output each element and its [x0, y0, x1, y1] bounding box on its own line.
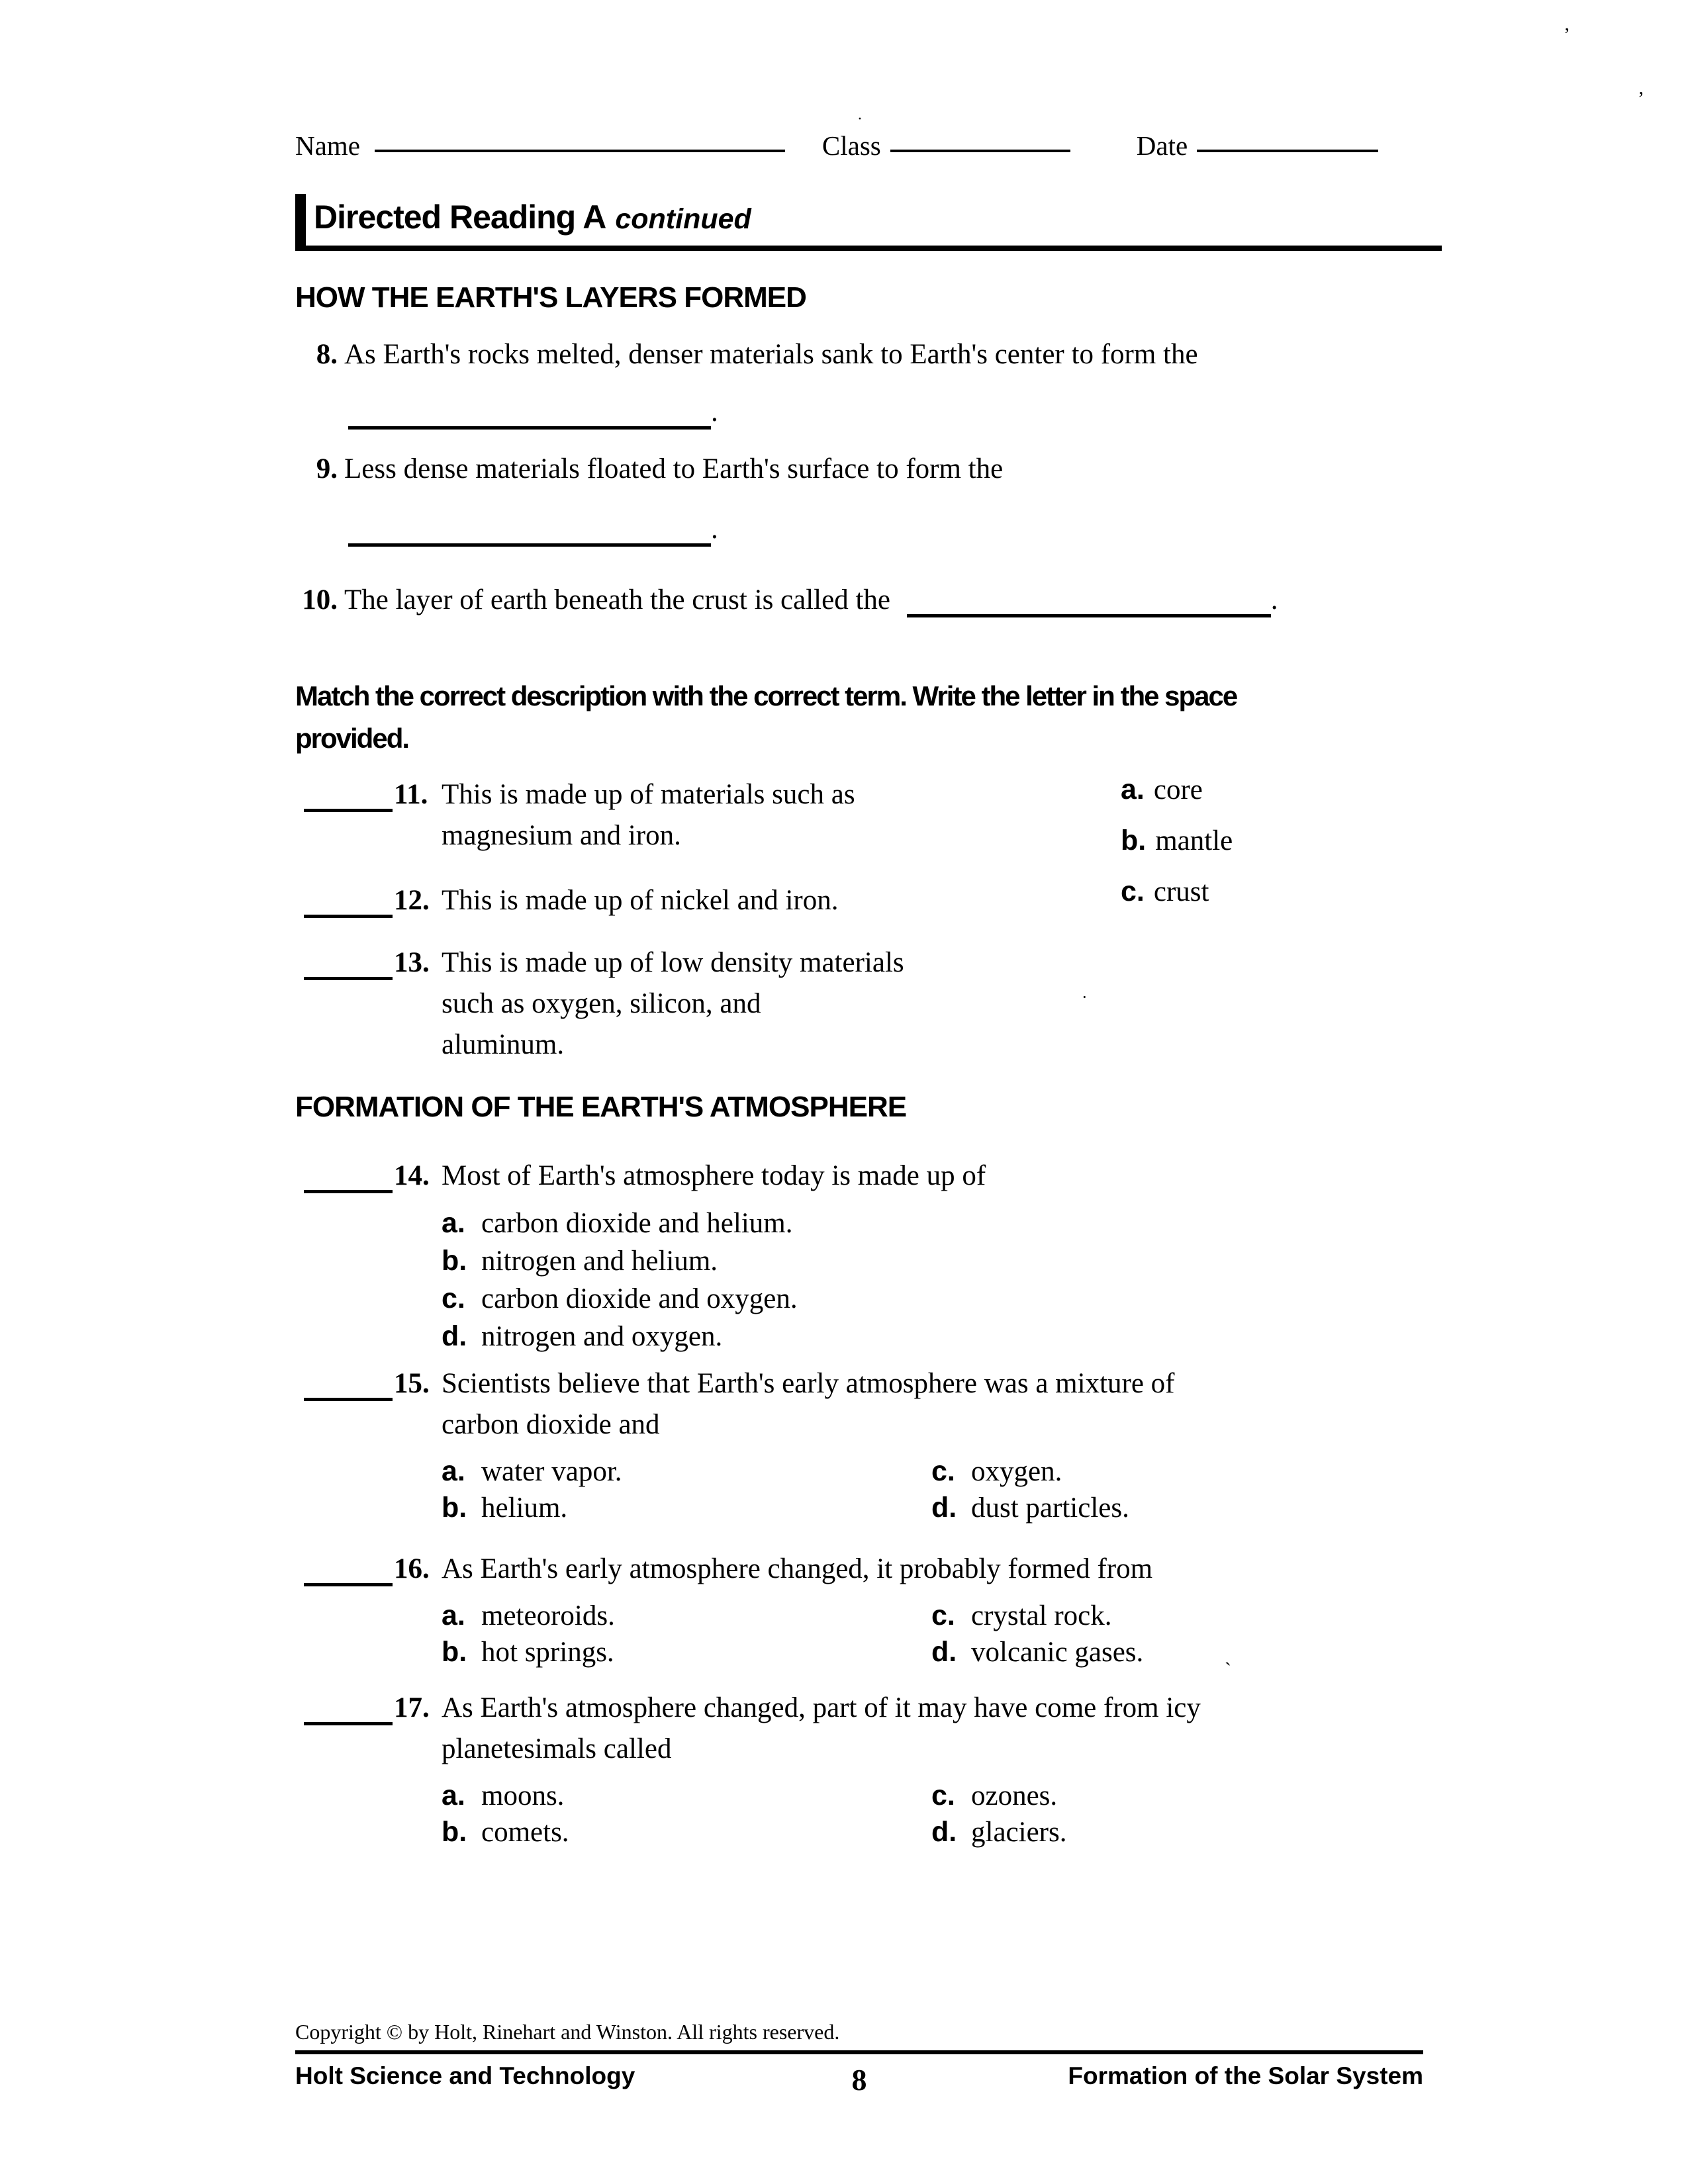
question-14-option-d-text: nitrogen and oxygen. — [481, 1321, 723, 1352]
question-17-option-d — [931, 1814, 1201, 1850]
question-14-head — [295, 1156, 986, 1197]
footer-right-text: Formation of the Solar System — [1068, 2062, 1423, 2089]
question-15-option-a-letter: a. — [442, 1455, 465, 1487]
question-11-line1: This is made up of materials such as — [442, 779, 855, 810]
question-17-option-b — [442, 1814, 931, 1850]
question-16-option-b — [442, 1634, 931, 1670]
section-heading-layers: HOW THE EARTH'S LAYERS FORMED — [295, 281, 806, 314]
question-13-line2: such as oxygen, silicon, and — [442, 988, 761, 1019]
question-9-answer-blank — [348, 515, 711, 547]
scan-artifact-4: · — [1082, 987, 1088, 1007]
question-17-option-b-text: comets. — [481, 1817, 569, 1848]
footer-row — [295, 2050, 1423, 2097]
question-12-line1: This is made up of nickel and iron. — [442, 885, 839, 916]
question-17-option-a-text: moons. — [481, 1780, 565, 1811]
question-16-option-b-letter: b. — [442, 1636, 467, 1668]
question-16-option-a — [442, 1598, 931, 1634]
question-14-options — [295, 1205, 986, 1355]
question-15-answer-blank — [304, 1369, 393, 1401]
name-class-date-row — [295, 130, 1423, 161]
question-16 — [295, 1549, 1152, 1670]
footer-left-text: Holt Science and Technology — [295, 2062, 635, 2089]
question-15-option-c-text: oxygen. — [971, 1456, 1062, 1487]
question-16-head — [295, 1549, 1152, 1590]
question-13-number: 13. — [394, 947, 430, 978]
scan-artifact-1: ’ — [1564, 24, 1570, 46]
question-17-option-b-letter: b. — [442, 1816, 467, 1848]
question-14 — [295, 1156, 986, 1355]
question-10-number: 10. — [302, 584, 338, 615]
question-16-option-d-letter: d. — [931, 1636, 957, 1668]
question-12-number: 12. — [394, 885, 430, 916]
term-c — [1121, 876, 1233, 907]
question-14-option-b-text: nitrogen and helium. — [481, 1246, 718, 1277]
term-b-text: mantle — [1155, 825, 1233, 856]
term-b — [1121, 825, 1233, 856]
question-14-option-a — [442, 1205, 986, 1242]
question-9 — [295, 449, 1460, 490]
question-16-option-c-letter: c. — [931, 1600, 955, 1631]
question-16-number: 16. — [394, 1553, 430, 1584]
question-16-option-c — [931, 1598, 1152, 1634]
question-16-option-d-text: volcanic gases. — [971, 1637, 1144, 1668]
matching-instructions — [295, 675, 1423, 760]
question-15-option-d-text: dust particles. — [971, 1492, 1129, 1524]
question-17-option-a-letter: a. — [442, 1780, 465, 1811]
question-13-text — [442, 942, 904, 1066]
question-15-option-d — [931, 1490, 1174, 1526]
question-8 — [295, 334, 1460, 375]
question-15-options-row1 — [442, 1453, 1174, 1490]
question-15-head — [295, 1363, 1174, 1445]
question-15-options-row2 — [442, 1490, 1174, 1526]
question-14-option-d-letter: d. — [442, 1320, 467, 1352]
question-12-answer-blank — [304, 886, 393, 918]
question-14-option-c-text: carbon dioxide and oxygen. — [481, 1283, 798, 1314]
question-17 — [295, 1688, 1201, 1850]
name-blank-line — [375, 130, 785, 152]
matching-terms — [1121, 774, 1233, 927]
term-c-letter: c. — [1121, 876, 1145, 907]
date-label: Date — [1136, 130, 1188, 161]
question-10-stem: The layer of earth beneath the crust is called the — [344, 584, 890, 615]
question-13 — [295, 942, 904, 1066]
question-15-option-c-letter: c. — [931, 1455, 955, 1487]
question-16-option-d — [931, 1634, 1152, 1670]
question-13-line3: aluminum. — [442, 1029, 565, 1060]
question-15-option-a — [442, 1453, 931, 1490]
question-14-option-b — [442, 1242, 986, 1280]
question-11-line2: magnesium and iron. — [442, 820, 681, 851]
question-15-option-c — [931, 1453, 1174, 1490]
question-14-answer-blank — [304, 1161, 393, 1193]
scan-artifact-5: ˏ — [1225, 1644, 1231, 1666]
question-9-period: . — [711, 514, 718, 545]
question-9-number: 9. — [316, 453, 338, 484]
class-blank-line — [890, 130, 1070, 152]
question-17-option-c — [931, 1778, 1201, 1814]
scan-artifact-3: · — [857, 111, 863, 128]
question-17-option-d-text: glaciers. — [971, 1817, 1067, 1848]
question-17-option-a — [442, 1778, 931, 1814]
question-17-head — [295, 1688, 1201, 1770]
question-15-options — [295, 1453, 1174, 1526]
question-14-stem: Most of Earth's atmosphere today is made up of — [442, 1160, 986, 1191]
question-15-stem-line2: carbon dioxide and — [442, 1409, 660, 1440]
question-17-option-c-text: ozones. — [971, 1780, 1058, 1811]
question-14-number: 14. — [394, 1160, 430, 1191]
term-a-letter: a. — [1121, 774, 1145, 805]
term-a-text: core — [1153, 774, 1203, 805]
term-a — [1121, 774, 1233, 805]
question-17-options-row2 — [442, 1814, 1201, 1850]
scan-artifact-2: ‚ — [1638, 77, 1644, 99]
question-15-stem — [442, 1363, 1174, 1445]
question-12-text — [442, 880, 838, 921]
question-11-number: 11. — [394, 779, 428, 810]
question-14-option-a-text: carbon dioxide and helium. — [481, 1208, 793, 1239]
question-16-option-a-letter: a. — [442, 1600, 465, 1631]
question-14-option-a-letter: a. — [442, 1207, 465, 1239]
question-17-stem-line1: As Earth's atmosphere changed, part of it may have come from icy — [442, 1692, 1201, 1723]
question-17-answer-blank — [304, 1694, 393, 1725]
matching-instructions-line2: provided. — [295, 723, 409, 754]
question-17-stem — [442, 1688, 1201, 1770]
question-15-stem-line1: Scientists believe that Earth's early atmosphere was a mixture of — [442, 1368, 1175, 1399]
worksheet-title: Directed Reading A — [314, 199, 606, 236]
question-11 — [295, 774, 855, 856]
worksheet-title-continued: continued — [615, 203, 751, 235]
question-17-option-c-letter: c. — [931, 1780, 955, 1811]
question-11-answer-blank — [304, 780, 393, 812]
question-17-number: 17. — [394, 1692, 430, 1723]
question-15 — [295, 1363, 1174, 1526]
class-label: Class — [821, 130, 881, 161]
question-17-stem-line2: planetesimals called — [442, 1733, 672, 1764]
question-14-option-c-letter: c. — [442, 1283, 465, 1314]
question-17-options — [295, 1778, 1201, 1850]
question-16-options — [295, 1598, 1152, 1670]
question-8-answer-blank — [348, 398, 711, 430]
term-b-letter: b. — [1121, 825, 1147, 856]
matching-instructions-line1: Match the correct description with the correct term. Write the letter in the space — [295, 680, 1237, 711]
question-10-period: . — [1270, 584, 1278, 615]
question-11-text — [442, 774, 855, 856]
question-13-line1: This is made up of low density materials — [442, 947, 904, 978]
term-c-text: crust — [1153, 876, 1209, 907]
question-10-text — [344, 580, 1278, 621]
question-9-answer-row — [295, 513, 718, 547]
question-16-answer-blank — [304, 1555, 393, 1586]
question-15-option-b — [442, 1490, 931, 1526]
question-15-option-b-letter: b. — [442, 1492, 467, 1524]
question-8-text: As Earth's rocks melted, denser materials sank to Earth's center to form the — [344, 339, 1198, 370]
question-8-period: . — [711, 396, 718, 428]
question-14-option-d — [442, 1318, 986, 1355]
question-16-options-row1 — [442, 1598, 1152, 1634]
question-8-answer-row — [295, 396, 718, 430]
question-9-text: Less dense materials floated to Earth's surface to form the — [344, 453, 1004, 484]
question-16-option-a-text: meteoroids. — [481, 1600, 615, 1631]
page-number: 8 — [851, 2063, 867, 2097]
worksheet-title-bar — [295, 194, 1442, 251]
question-15-option-a-text: water vapor. — [481, 1456, 622, 1487]
question-13-answer-blank — [304, 948, 393, 980]
question-17-options-row1 — [442, 1778, 1201, 1814]
question-15-option-d-letter: d. — [931, 1492, 957, 1524]
question-15-number: 15. — [394, 1368, 430, 1399]
name-label: Name — [295, 130, 360, 161]
question-16-option-c-text: crystal rock. — [971, 1600, 1112, 1631]
question-10-answer-blank — [907, 586, 1271, 617]
question-14-option-b-letter: b. — [442, 1245, 467, 1277]
question-16-options-row2 — [442, 1634, 1152, 1670]
question-17-option-d-letter: d. — [931, 1816, 957, 1848]
question-15-option-b-text: helium. — [481, 1492, 568, 1524]
date-blank-line — [1197, 130, 1378, 152]
question-8-number: 8. — [316, 339, 338, 370]
question-16-option-b-text: hot springs. — [481, 1637, 614, 1668]
question-10 — [295, 580, 1460, 621]
question-16-stem: As Earth's early atmosphere changed, it probably formed from — [442, 1553, 1153, 1584]
section-heading-atmosphere: FORMATION OF THE EARTH'S ATMOSPHERE — [295, 1091, 907, 1123]
question-12 — [295, 880, 838, 921]
question-14-option-c — [442, 1280, 986, 1318]
copyright-line: Copyright © by Holt, Rinehart and Winston. All rights reserved. — [295, 2020, 840, 2044]
